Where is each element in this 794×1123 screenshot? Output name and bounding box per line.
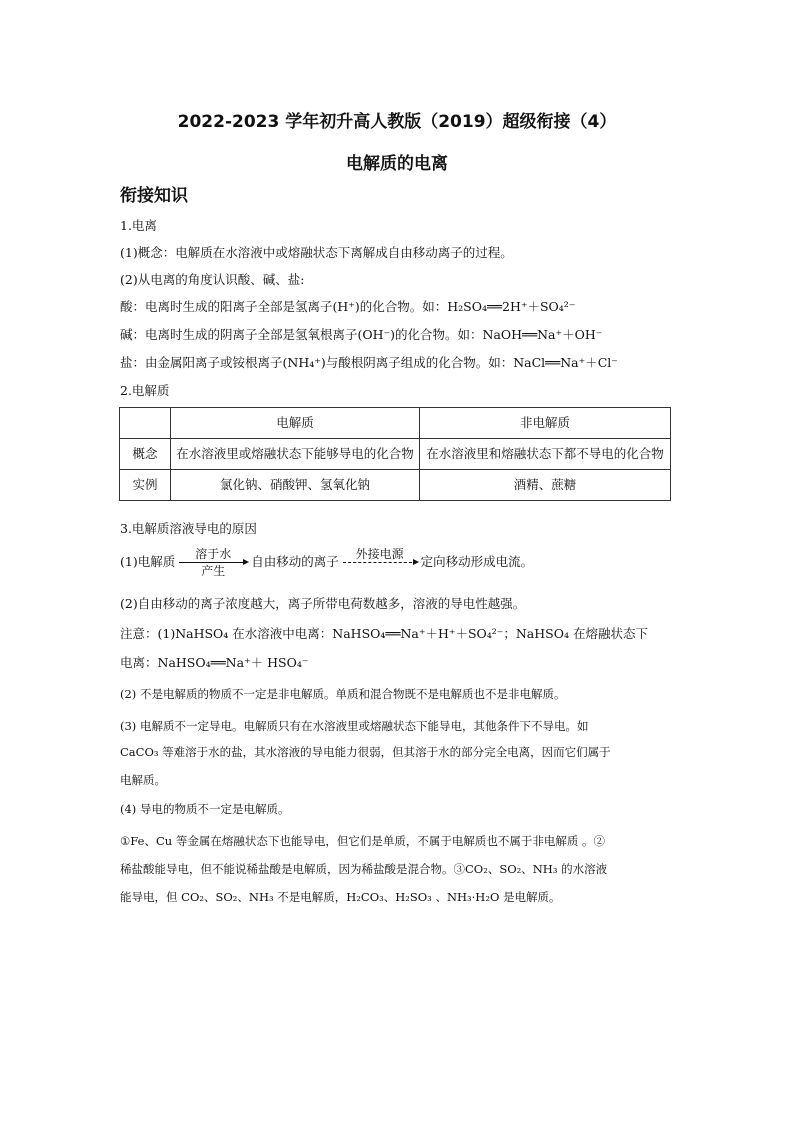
table-header-row: [120, 408, 671, 439]
chain-free-ions: 自由移动的离子: [251, 554, 339, 569]
note-nahso4-melt: 电离：NaHSO₄══Na⁺＋ HSO₄⁻: [120, 655, 309, 670]
table-row: [120, 470, 671, 501]
power-arrow-label: 外接电源: [355, 547, 404, 561]
table-cell-electrolyte-example: 氯化钠、硝酸钾、氢氧化钠: [171, 470, 420, 501]
note-5-line3: 能导电，但 CO₂、SO₂、NH₃ 不是电解质，H₂CO₃、H₂SO₃ 、NH₃·H₂O 是电解质。: [120, 890, 561, 904]
produce-arrow-label: 产生: [201, 564, 226, 578]
table-row-label-example: 实例: [120, 470, 171, 501]
s3-conduction-chain: [120, 547, 680, 578]
note-nahso4-solution: 注意：(1)NaHSO₄ 在水溶液中电离：NaHSO₄══Na⁺＋H⁺＋SO₄²⁻；NaHSO₄ 在熔融状态下: [120, 626, 648, 641]
note-5-line2: 稀盐酸能导电，但不能说稀盐酸是电解质，因为稀盐酸是混合物。③CO₂、SO₂、NH₃ 的水溶液: [120, 862, 608, 876]
s2-heading: 2.电解质: [120, 383, 170, 398]
table-header-nonelectrolyte: 非电解质: [420, 408, 671, 439]
note-5-line1: ①Fe、Cu 等金属在熔融状态下也能导电，但它们是单质，不属于电解质也不属于非电解质 。②: [120, 834, 605, 848]
table-header-electrolyte: 电解质: [171, 408, 420, 439]
table-cell-nonelectrolyte-concept: 在水溶液里和熔融状态下都不导电的化合物: [420, 439, 671, 470]
s1-acid-definition: 酸：电离时生成的阳离子全部是氢离子(H⁺)的化合物。如：H₂SO₄══2H⁺＋SO₄²⁻: [120, 299, 576, 314]
chain-current: 定向移动形成电流。: [420, 554, 534, 569]
table-cell-electrolyte-concept: 在水溶液里或熔融状态下能够导电的化合物: [171, 439, 420, 470]
s1-acid-base-salt-intro: (2)从电离的角度认识酸、碱、盐:: [120, 272, 305, 287]
chain-electrolyte: (1)电解质: [120, 554, 176, 569]
s3-heading: 3.电解质溶液导电的原因: [120, 521, 257, 536]
document-subtitle: 电解质的电离: [346, 154, 448, 174]
section-heading: 衔接知识: [120, 186, 188, 206]
note-3-line2: CaCO₃ 等难溶于水的盐，其水溶液的导电能力很弱，但其溶于水的部分完全电离，因而它们属于: [120, 745, 611, 759]
s1-heading: 1.电离: [120, 218, 157, 233]
table-corner-cell: [120, 408, 171, 439]
note-2: (2) 不是电解质的物质不一定是非电解质。单质和混合物既不是电解质也不是非电解质。: [120, 687, 566, 701]
s1-salt-definition: 盐：由金属阳离子或铵根离子(NH₄⁺)与酸根阴离子组成的化合物。如：NaCl══Na⁺＋Cl⁻: [120, 355, 618, 370]
dashed-arrow-icon: [343, 562, 417, 563]
table-cell-nonelectrolyte-example: 酒精、蔗糖: [420, 470, 671, 501]
s1-base-definition: 碱：电离时生成的阴离子全部是氢氧根离子(OH⁻)的化合物。如：NaOH══Na⁺＋OH⁻: [120, 327, 603, 342]
right-arrow-icon: [179, 562, 247, 563]
document-title: 2022-2023 学年初升高人教版（2019）超级衔接（4）: [177, 112, 617, 132]
s1-concept: (1)概念：电解质在水溶液中或熔融状态下离解成自由移动离子的过程。: [120, 245, 513, 260]
table-row: [120, 439, 671, 470]
note-4: (4) 导电的物质不一定是电解质。: [120, 802, 290, 816]
table-row-label-concept: 概念: [120, 439, 171, 470]
dissolve-arrow-label: 溶于水: [195, 547, 232, 561]
note-3-line1: (3) 电解质不一定导电。电解质只有在水溶液里或熔融状态下能导电，其他条件下不导电。如: [120, 719, 589, 733]
dissolve-arrow: [179, 547, 247, 578]
electrolyte-table: [119, 407, 671, 501]
note-3-line3: 电解质。: [120, 773, 166, 787]
power-arrow: [343, 547, 417, 564]
s3-conductivity: (2)自由移动的离子浓度越大，离子所带电荷数越多，溶液的导电性越强。: [120, 596, 526, 611]
